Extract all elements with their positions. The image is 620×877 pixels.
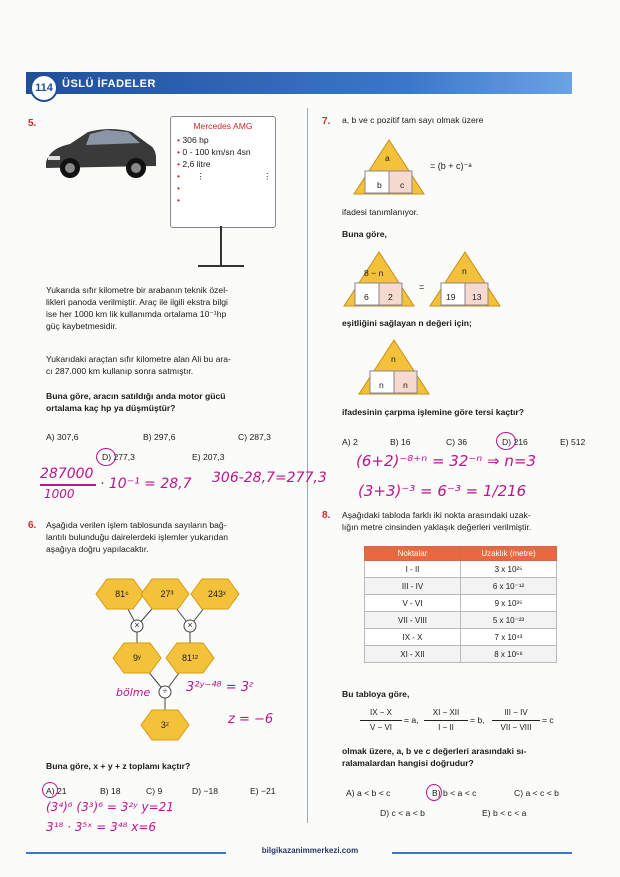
frac3-res: = c xyxy=(542,715,554,725)
tri4-top: n xyxy=(391,354,396,364)
divide-op: ÷ xyxy=(162,686,168,696)
car-image xyxy=(40,118,160,184)
hex-bottom-label: 3ᶻ xyxy=(160,720,170,730)
hex-top-3-label: 243ˣ xyxy=(208,589,226,599)
frac1-num: IX − X xyxy=(369,708,392,717)
footer-website[interactable]: bilgikazanimmerkezi.com xyxy=(261,846,359,855)
frac3-den: VII − VIII xyxy=(500,723,532,732)
q6-option-c[interactable]: C) 9 xyxy=(146,786,163,796)
q6-option-d[interactable]: D) −18 xyxy=(192,786,219,796)
triangle-question xyxy=(357,338,431,396)
table-row: I - II 3 x 10²⁵ xyxy=(365,561,557,578)
spec-panel xyxy=(170,116,276,228)
frac-line xyxy=(360,720,402,721)
table-row: XI - XII 8 x 10⁵⁸ xyxy=(365,646,557,663)
panel-stand xyxy=(220,226,222,266)
q7-option-e[interactable]: E) 512 xyxy=(560,437,586,447)
q7-option-a[interactable]: A) 2 xyxy=(342,437,358,447)
hex-mid-1-label: 9ʸ xyxy=(133,653,141,663)
column-divider xyxy=(307,108,308,823)
panel-item: • 2,6 litre xyxy=(177,159,211,169)
q6-handwriting-bolme: bölme xyxy=(116,686,151,699)
tri1-right: c xyxy=(400,180,405,190)
page-number: 114 xyxy=(30,74,58,102)
q7-option-c[interactable]: C) 36 xyxy=(446,437,468,447)
q7-handwriting-2: (3+3)⁻³ = 6⁻³ = 1/216 xyxy=(358,482,527,500)
answer-circle-mark xyxy=(496,432,516,450)
q7-option-d[interactable]: D) 216 xyxy=(502,437,528,447)
q5-option-a[interactable]: A) 307,6 xyxy=(46,432,79,442)
table-header: Uzaklık (metre) xyxy=(461,547,557,561)
eq-sign: = xyxy=(419,282,425,292)
q5-handwriting-numerator: 287000 xyxy=(40,466,94,482)
q6-number: 6. xyxy=(28,520,37,531)
q5-paragraph1: Yukarıda sıfır kilometre bir arabanın teknik özel- likleri panoda verilmiştir. Araç ile ilgili ekstra bilgi ise her 1000 km lik kullanımda ortalama 10⁻¹hp güç kaybetmesidir. xyxy=(46,285,228,331)
tri3-right: 13 xyxy=(472,292,482,302)
q5-handwriting-result: 306-28,7=277,3 xyxy=(212,470,327,486)
table-row: IX - X 7 x 10⁴³ xyxy=(365,629,557,646)
q5-question: Buna göre, aracın satıldığı anda motor gücü ortalama kaç hp ya düşmüştür? xyxy=(46,391,226,413)
q8-option-e[interactable]: E) b < c < a xyxy=(482,808,527,818)
hex-mid-2-label: 81¹² xyxy=(181,653,198,663)
panel-item: • xyxy=(177,195,181,205)
answer-circle-mark xyxy=(426,784,442,801)
tri2-top: 8 − n xyxy=(364,268,384,278)
table-row: V - VI 9 x 10³⁵ xyxy=(365,595,557,612)
answer-circle-mark xyxy=(96,448,116,466)
frac1-res: = a, xyxy=(404,715,419,725)
q6-handwriting-a: 3²ʸ⁻⁴⁸ = 3ᶻ xyxy=(186,680,254,695)
distance-table xyxy=(364,546,557,663)
q8-question: olmak üzere, a, b ve c değerleri arasındaki sı- ralamalardan hangisi doğrudur? xyxy=(342,746,527,768)
q6-question: Buna göre, x + y + z toplamı kaçtır? xyxy=(46,761,191,771)
tri1-top: a xyxy=(385,153,390,163)
triangle-definition xyxy=(352,138,426,196)
tri2-left: 6 xyxy=(364,292,369,302)
q8-option-a[interactable]: A) a < b < c xyxy=(346,788,391,798)
q7-option-b[interactable]: B) 16 xyxy=(390,437,411,447)
q5-handwriting-denominator: 1000 xyxy=(44,487,75,501)
table-row: VII - VIII 5 x 10⁻²³ xyxy=(365,612,557,629)
q8-option-d[interactable]: D) c < a < b xyxy=(380,808,425,818)
q7-handwriting-1: (6+2)⁻⁸⁺ⁿ = 32⁻ⁿ ⇒ n=3 xyxy=(356,452,537,470)
q8-number: 8. xyxy=(322,510,331,521)
tri3-top: n xyxy=(462,266,467,276)
q6-text: Aşağıda verilen işlem tablosunda sayıların bağ- lantılı bulunduğu dairelerdeki işlemler yukarıdan aşağıya doğru yapılacaktır. xyxy=(46,520,229,554)
frac-line xyxy=(492,720,540,721)
frac2-res: = b, xyxy=(470,715,485,725)
triangle-eq-right xyxy=(428,250,502,308)
q5-option-d[interactable]: D) 277,3 xyxy=(102,452,135,462)
frac1-den: V − VI xyxy=(369,723,392,732)
q7-number: 7. xyxy=(322,116,331,127)
q6-handwriting-b: z = −6 xyxy=(228,712,274,727)
q8-option-b[interactable]: B) b < a < c xyxy=(432,788,477,798)
frac-line xyxy=(424,720,468,721)
multiply-op-2: × xyxy=(187,620,193,630)
panel-item: • xyxy=(177,183,181,193)
triangle-eq-left xyxy=(342,250,416,308)
q5-number: 5. xyxy=(28,118,37,129)
table-row: III - IV 6 x 10⁻¹² xyxy=(365,578,557,595)
hex-top-2-label: 27³ xyxy=(160,589,174,599)
q8-buna-gore: Bu tabloya göre, xyxy=(342,689,410,699)
q6-handwriting-c: (3⁴)⁶ (3³)⁶ = 3²ʸ y=21 xyxy=(46,800,174,814)
q6-option-b[interactable]: B) 18 xyxy=(100,786,121,796)
multiply-op-1: × xyxy=(134,620,140,630)
q7-question: ifadesinin çarpma işlemine göre tersi kaçtır? xyxy=(342,407,524,417)
frac3-num: III − IV xyxy=(504,708,528,717)
q6-option-a[interactable]: A) 21 xyxy=(46,786,67,796)
handwriting-fraction-line xyxy=(40,484,96,486)
q7-buna-gore: Buna göre, xyxy=(342,229,387,239)
table-header: Noktalar xyxy=(365,547,461,561)
q7-definition: ifadesi tanımlanıyor. xyxy=(342,207,419,217)
q5-option-c[interactable]: C) 287,3 xyxy=(238,432,271,442)
panel-item: • 306 hp xyxy=(177,135,209,145)
q6-handwriting-d: 3¹⁸ · 3⁵ˣ = 3⁴⁸ x=6 xyxy=(46,820,157,834)
tri4-right: n xyxy=(403,380,408,390)
q5-option-b[interactable]: B) 297,6 xyxy=(143,432,176,442)
q7-formula: = (b + c)⁻ᵃ xyxy=(430,161,472,171)
page-title: ÜSLÜ İFADELER xyxy=(62,78,156,90)
q5-option-e[interactable]: E) 207,3 xyxy=(192,452,225,462)
q8-option-c[interactable]: C) a < c < b xyxy=(514,788,559,798)
tri4-left: n xyxy=(379,380,384,390)
frac2-den: I − II xyxy=(438,723,454,732)
q6-option-e[interactable]: E) −21 xyxy=(250,786,276,796)
panel-base xyxy=(198,265,244,267)
hex-top-1-label: 81⁶ xyxy=(115,589,129,599)
q5-paragraph2: Yukarıdaki araçtan sıfır kilometre alan Ali bu ara- cı 287.000 km kullanıp sonra satmıştır. xyxy=(46,354,231,376)
tri2-right: 2 xyxy=(388,292,393,302)
q7-text: a, b ve c pozitif tam sayı olmak üzere xyxy=(342,115,484,125)
q7-condition: eşitliğini sağlayan n değeri için; xyxy=(342,318,472,328)
panel-item: • ⋮ ⋮ xyxy=(177,171,272,181)
tri1-left: b xyxy=(377,180,382,190)
panel-item: • 0 - 100 km/sn 4sn xyxy=(177,147,251,157)
frac2-num: XI − XII xyxy=(432,708,460,717)
answer-circle-mark xyxy=(42,782,58,798)
tri3-left: 19 xyxy=(446,292,456,302)
q8-text: Aşağıdaki tabloda farklı iki nokta arasındaki uzak- lığın metre cinsinden yaklaşık değerleri verilmiştir. xyxy=(342,510,532,532)
panel-title: Mercedes AMG xyxy=(193,121,253,131)
q5-handwriting-calc: · 10⁻¹ = 28,7 xyxy=(100,476,192,492)
